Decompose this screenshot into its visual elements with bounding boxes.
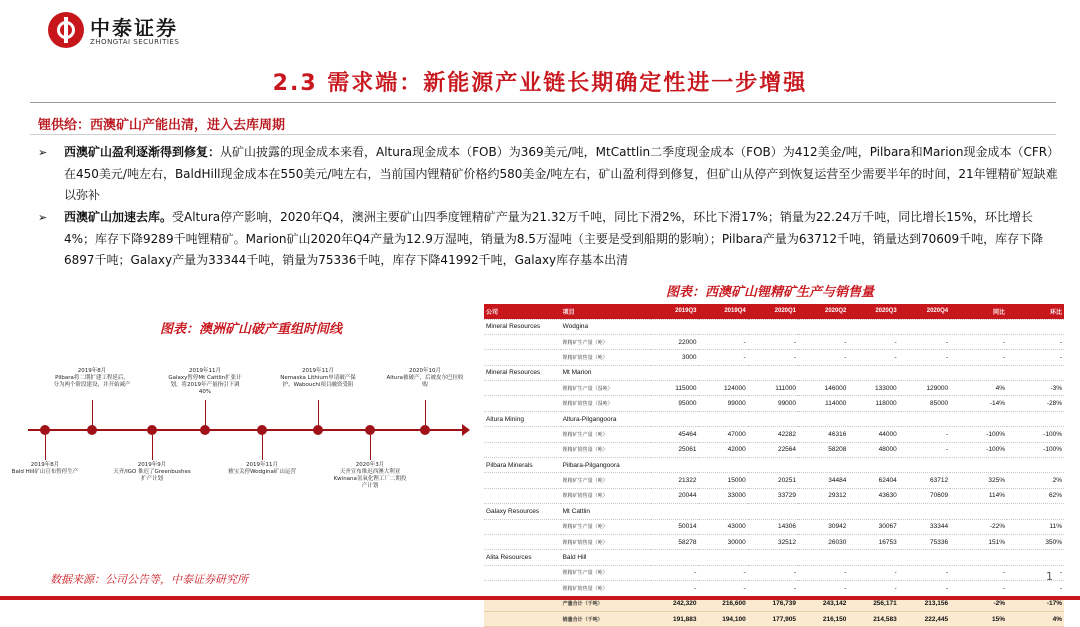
table-cell: 14306 [748,519,798,534]
column-header: 2019Q3 [650,304,698,319]
table-cell: 63712 [899,473,950,488]
column-header: 公司 [484,304,561,319]
table-cell: - [899,427,950,442]
table-cell: 20044 [650,488,698,503]
table-cell: Pilbara Minerals [484,458,561,473]
timeline-event-date: 2019年8月 [30,462,60,468]
table-cell: - [899,334,950,349]
table-cell: 99000 [698,396,747,411]
table-cell: 133000 [848,381,898,396]
timeline-event [6,462,84,476]
timeline-event [53,368,131,389]
timeline-stem [152,435,153,460]
table-cell [484,534,561,549]
table-row [484,565,1064,580]
timeline-event [223,462,301,476]
table-cell: - [748,565,798,580]
table-cell: Altura Mining [484,411,561,426]
timeline-event-date: 2019年8月 [77,368,107,374]
table-cell [1007,550,1064,565]
table-cell: 锂精矿生产量（湿吨） [561,381,651,396]
table-cell: 62% [1007,488,1064,503]
table-cell: 222,445 [899,611,950,626]
slide-title: 2.3 需求端：新能源产业链长期确定性进一步增强 [272,71,808,96]
table-cell [798,458,848,473]
timeline-dot [257,425,267,435]
table-cell: 213,156 [899,596,950,611]
table-cell: 62404 [848,473,898,488]
table-cell: -100% [1007,427,1064,442]
table-cell [650,411,698,426]
table-cell [1007,458,1064,473]
table-cell [899,504,950,519]
table-cell [950,458,1007,473]
table-cell [484,381,561,396]
total-row [484,611,1064,626]
table-cell: - [1007,565,1064,580]
table-row [484,534,1064,549]
table-cell: 30067 [848,519,898,534]
table-cell: - [848,565,898,580]
timeline-event-date: 2020年10月 [409,368,441,374]
timeline-event-text: Altura被破产，后被皮尔巴拉收购 [386,375,464,388]
table-cell: - [748,334,798,349]
timeline-stem [205,400,206,425]
table-cell: -100% [950,427,1007,442]
column-header: 2020Q2 [798,304,848,319]
table-cell [484,473,561,488]
table-cell: 42000 [698,442,747,457]
table-cell: 32512 [748,534,798,549]
timeline-stem [370,435,371,460]
table-cell [798,550,848,565]
timeline-event-text: Pilbara将二期扩建工程延后，分为两个阶段建设，并开始减产 [53,375,131,388]
table-cell [698,458,747,473]
table-cell [698,365,747,380]
table-cell [899,550,950,565]
table-cell: 216,600 [698,596,747,611]
table-cell: 锂精矿生产量（吨） [561,473,651,488]
table-row [484,334,1064,349]
table-cell [484,581,561,596]
table-cell: 47000 [698,427,747,442]
table-cell: -28% [1007,396,1064,411]
table-cell [484,334,561,349]
table-cell: 11% [1007,519,1064,534]
table-cell: 锂精矿生产量（吨） [561,565,651,580]
table-cell: 45464 [650,427,698,442]
table-row [484,442,1064,457]
column-header: 2020Q3 [848,304,898,319]
timeline-dot [365,425,375,435]
table-cell: 33000 [698,488,747,503]
timeline-event-date: 2019年11月 [189,368,221,374]
table-row [484,458,1064,473]
data-source: 数据来源：公司公告等，中泰证券研究所 [50,573,248,586]
table-row [484,427,1064,442]
table-cell: - [1007,350,1064,365]
table-cell: - [1007,581,1064,596]
table-cell [698,504,747,519]
bullet-2-lead: 西澳矿山加速去库。 [64,210,173,224]
table-cell: 44000 [848,427,898,442]
timeline-stem [92,400,93,425]
table-cell: 256,171 [848,596,898,611]
table-cell [748,319,798,334]
table-cell: 111000 [748,381,798,396]
table-cell: 29312 [798,488,848,503]
table-cell: - [899,442,950,457]
table-cell [848,411,898,426]
table-cell [848,319,898,334]
table-cell: Pilbara-Pilgangoora [561,458,651,473]
timeline-event-date: 2020年3月 [355,462,385,468]
table-cell [848,365,898,380]
timeline-dot [420,425,430,435]
timeline-event-date: 2019年9月 [137,462,167,468]
table-row [484,473,1064,488]
timeline-event-date: 2019年11月 [246,462,278,468]
table-row [484,504,1064,519]
table-header-row [484,304,1064,319]
timeline-event-date: 2019年11月 [302,368,334,374]
timeline-event [166,368,244,396]
table-cell [950,504,1007,519]
column-header: 2020Q1 [748,304,798,319]
table-cell: 锂精矿生产量（吨） [561,519,651,534]
table-cell: 15% [950,611,1007,626]
timeline-event [331,462,409,490]
table-cell: 191,883 [650,611,698,626]
table-cell: 95000 [650,396,698,411]
timeline-event-text: Galaxy暂停Mt Cattlin扩张计划，将2019年产量指引下调40% [168,375,242,395]
table-cell: - [698,581,747,596]
table-cell: - [899,350,950,365]
timeline-dot [313,425,323,435]
table-cell [848,458,898,473]
table-cell: 194,100 [698,611,747,626]
table-cell: 15000 [698,473,747,488]
table-cell [950,319,1007,334]
bullet-2 [38,207,1062,272]
table-cell [748,458,798,473]
table-cell: - [848,581,898,596]
table-row [484,411,1064,426]
table-cell: Mt Marion [561,365,651,380]
table-row [484,365,1064,380]
table-cell: - [848,334,898,349]
table-cell: 产量合计（千吨） [561,596,651,611]
table-cell: 43630 [848,488,898,503]
table-cell [1007,411,1064,426]
timeline-event [279,368,357,389]
table-cell: 33729 [748,488,798,503]
table-cell [899,319,950,334]
table-cell: 75336 [899,534,950,549]
table-row [484,581,1064,596]
column-header: 2019Q4 [698,304,747,319]
table-cell [748,504,798,519]
table-cell [484,442,561,457]
arrow-bullet-icon: ➢ [38,146,48,159]
table-cell: -17% [1007,596,1064,611]
table-cell: 124000 [698,381,747,396]
table-cell [484,396,561,411]
timeline-event-text: 雅宝关停Wodgina矿山运营 [228,469,296,475]
table-cell: 115000 [650,381,698,396]
table-cell [950,411,1007,426]
table-cell: 129000 [899,381,950,396]
table-cell: - [698,350,747,365]
table-cell: 43000 [698,519,747,534]
table-cell: 146000 [798,381,848,396]
table-cell: 176,739 [748,596,798,611]
timeline-dot [87,425,97,435]
table-row [484,350,1064,365]
table-cell [798,365,848,380]
section-divider [30,134,1056,135]
timeline-stem [262,435,263,460]
table-cell: -100% [1007,442,1064,457]
bullet-1-text: 从矿山披露的现金成本来看，Altura现金成本（FOB）为369美元/吨，MtCattlin二季度现金成本（FOB）为412美金/吨，Pilbara和Marion现金成本（CFR）在450美元/吨左右，BaldHill现金成本在550美元/吨左右，当前国内锂精矿价格约580美金/吨左右，矿山盈利得到修复，但矿山从停产到恢复运营至少需要半年的时间，21年锂精矿短缺难以弥补 [64,145,1060,202]
table-cell [748,411,798,426]
table-cell: Alita Resources [484,550,561,565]
table-cell: 26030 [798,534,848,549]
table-cell [650,458,698,473]
table-cell [698,550,747,565]
table-cell: - [748,581,798,596]
production-sales-table [484,304,1064,627]
table-cell [484,427,561,442]
column-header: 项目 [561,304,651,319]
title-divider [30,102,1056,103]
table-cell: - [798,334,848,349]
bullet-1 [38,142,1062,207]
table-cell: 48000 [848,442,898,457]
table-cell: 70609 [899,488,950,503]
section-heading: 锂供给：西澳矿山产能出清，进入去库周期 [38,118,286,133]
table-cell: 33344 [899,519,950,534]
table-cell: 锂精矿销售量（吨） [561,488,651,503]
table-cell: 46316 [798,427,848,442]
table-cell: 58208 [798,442,848,457]
table-cell [950,550,1007,565]
column-header: 环比 [1007,304,1064,319]
table-cell: Mineral Resources [484,365,561,380]
table-cell: 22564 [748,442,798,457]
table-cell: 锂精矿销售量（吨） [561,581,651,596]
table-cell: 350% [1007,534,1064,549]
table-cell: 50014 [650,519,698,534]
table-cell: 锂精矿销售量（湿吨） [561,396,651,411]
table-cell: 30942 [798,519,848,534]
table-cell: -3% [1007,381,1064,396]
table-cell [484,611,561,626]
table-cell: - [848,350,898,365]
table-cell: - [950,334,1007,349]
table-cell [650,319,698,334]
table-cell [848,504,898,519]
brand-name-en: ZHONGTAI SECURITIES [90,38,180,46]
table-cell: 30000 [698,534,747,549]
table-cell [698,319,747,334]
table-cell: - [798,565,848,580]
table-cell: - [950,581,1007,596]
table-cell [848,550,898,565]
table-cell [798,504,848,519]
table-cell [899,458,950,473]
timeline-event [113,462,191,483]
timeline-event [386,368,464,389]
table-cell: 锂精矿生产量（吨） [561,334,651,349]
table-cell: 58278 [650,534,698,549]
table-cell: 243,142 [798,596,848,611]
table-cell [650,504,698,519]
table-cell: 34484 [798,473,848,488]
table-cell [899,411,950,426]
table-cell [798,411,848,426]
table-cell: 325% [950,473,1007,488]
column-header: 同比 [950,304,1007,319]
page-number: 1 [1046,570,1053,583]
table-cell: 118000 [848,396,898,411]
timeline-event-text: Bald Hill矿山宣布暂停生产 [11,469,79,475]
table-row [484,319,1064,334]
table-cell: - [650,581,698,596]
table-cell: Galaxy Resources [484,504,561,519]
table-cell: Bald Hill [561,550,651,565]
table-cell: -14% [950,396,1007,411]
table-cell: 销量合计（千吨） [561,611,651,626]
table-cell [748,365,798,380]
table-cell: 4% [950,381,1007,396]
table-cell [484,565,561,580]
arrow-bullet-icon: ➢ [38,211,48,224]
table-cell [698,411,747,426]
table-cell: 242,320 [650,596,698,611]
table-row [484,396,1064,411]
timeline-dot [147,425,157,435]
table-cell: Mineral Resources [484,319,561,334]
table-cell: - [748,350,798,365]
table-cell [484,519,561,534]
table-cell: 21322 [650,473,698,488]
table-cell: - [698,334,747,349]
table-cell [1007,504,1064,519]
table-row [484,381,1064,396]
brand-name-cn: 中泰证券 [90,16,178,40]
table-cell: 177,905 [748,611,798,626]
table-cell: 25061 [650,442,698,457]
timeline-dot [200,425,210,435]
table-cell: - [899,581,950,596]
table-cell [899,365,950,380]
table-cell: 22000 [650,334,698,349]
table-cell: - [899,565,950,580]
table-cell: Mt Cattlin [561,504,651,519]
table-cell: 216,150 [798,611,848,626]
table-cell: 3000 [650,350,698,365]
table-cell [1007,365,1064,380]
table-cell: 锂精矿销售量（吨） [561,442,651,457]
table-cell: 4% [1007,611,1064,626]
table-cell: 99000 [748,396,798,411]
timeline-stem [45,435,46,460]
table-cell: - [798,350,848,365]
table-cell: 85000 [899,396,950,411]
table-cell: -100% [950,442,1007,457]
timeline-event-text: 天齐宣布推迟西澳大利亚Kwinana氢氧化锂工厂二期投产计划 [333,469,407,489]
table-cell [950,365,1007,380]
timeline-stem [425,400,426,425]
table-row [484,550,1064,565]
table-cell: 114% [950,488,1007,503]
table-cell: -22% [950,519,1007,534]
zhongtai-logo-icon [48,12,84,48]
timeline-event-text: Nemaska Lithium申请破产保护，Wabouchi项目融资受阻 [280,375,356,388]
table-cell [484,350,561,365]
table-cell [1007,319,1064,334]
column-header: 2020Q4 [899,304,950,319]
table-title: 图表：西澳矿山锂精矿生产与销售量 [666,285,875,300]
table-cell: 锂精矿生产量（吨） [561,427,651,442]
timeline-dot [40,425,50,435]
table-cell: - [798,581,848,596]
table-cell: 114000 [798,396,848,411]
table-row [484,488,1064,503]
table-cell [484,488,561,503]
table-cell: -2% [950,596,1007,611]
bullet-2-text: 受Altura停产影响，2020年Q4，澳洲主要矿山四季度锂精矿产量为21.32万千吨，同比下滑2%，环比下滑17%；销量为22.24万千吨，同比增长15%，环比增长4%；库存下降9289千吨锂精矿。Marion矿山2020年Q4产量为12.9万湿吨，销量为8.5万湿吨（主要是受到船期的影响）；Pilbara产量为63712千吨，销量达到70609千吨，库存下降6897千吨；Galaxy产量为33344千吨，销量为75336千吨，库存下降41992千吨，Galaxy库存基本出清 [64,210,1044,267]
table-cell: - [1007,334,1064,349]
table-cell [798,319,848,334]
table-cell: - [950,350,1007,365]
table-cell: 214,583 [848,611,898,626]
table-cell: 151% [950,534,1007,549]
table-cell [650,550,698,565]
table-cell: - [698,565,747,580]
table-cell: 42282 [748,427,798,442]
table-cell: 2% [1007,473,1064,488]
table-cell [650,365,698,380]
table-cell: 锂精矿销售量（吨） [561,350,651,365]
table-cell: Altura-Pilgangoora [561,411,651,426]
table-cell: 16753 [848,534,898,549]
bottom-bar [0,596,1080,600]
table-cell: 锂精矿销售量（吨） [561,534,651,549]
table-cell: 20251 [748,473,798,488]
timeline-stem [318,400,319,425]
timeline-event-text: 天齐/IGO 推迟了Greenbushes扩产计划 [113,469,191,482]
timeline-arrow-icon [462,424,470,436]
table-cell: Wodgina [561,319,651,334]
table-cell [748,550,798,565]
table-cell: - [650,565,698,580]
bullet-1-lead: 西澳矿山盈利逐渐得到修复： [64,145,221,159]
timeline-title: 图表：澳洲矿山破产重组时间线 [160,322,343,337]
table-row [484,519,1064,534]
table-cell: - [950,565,1007,580]
